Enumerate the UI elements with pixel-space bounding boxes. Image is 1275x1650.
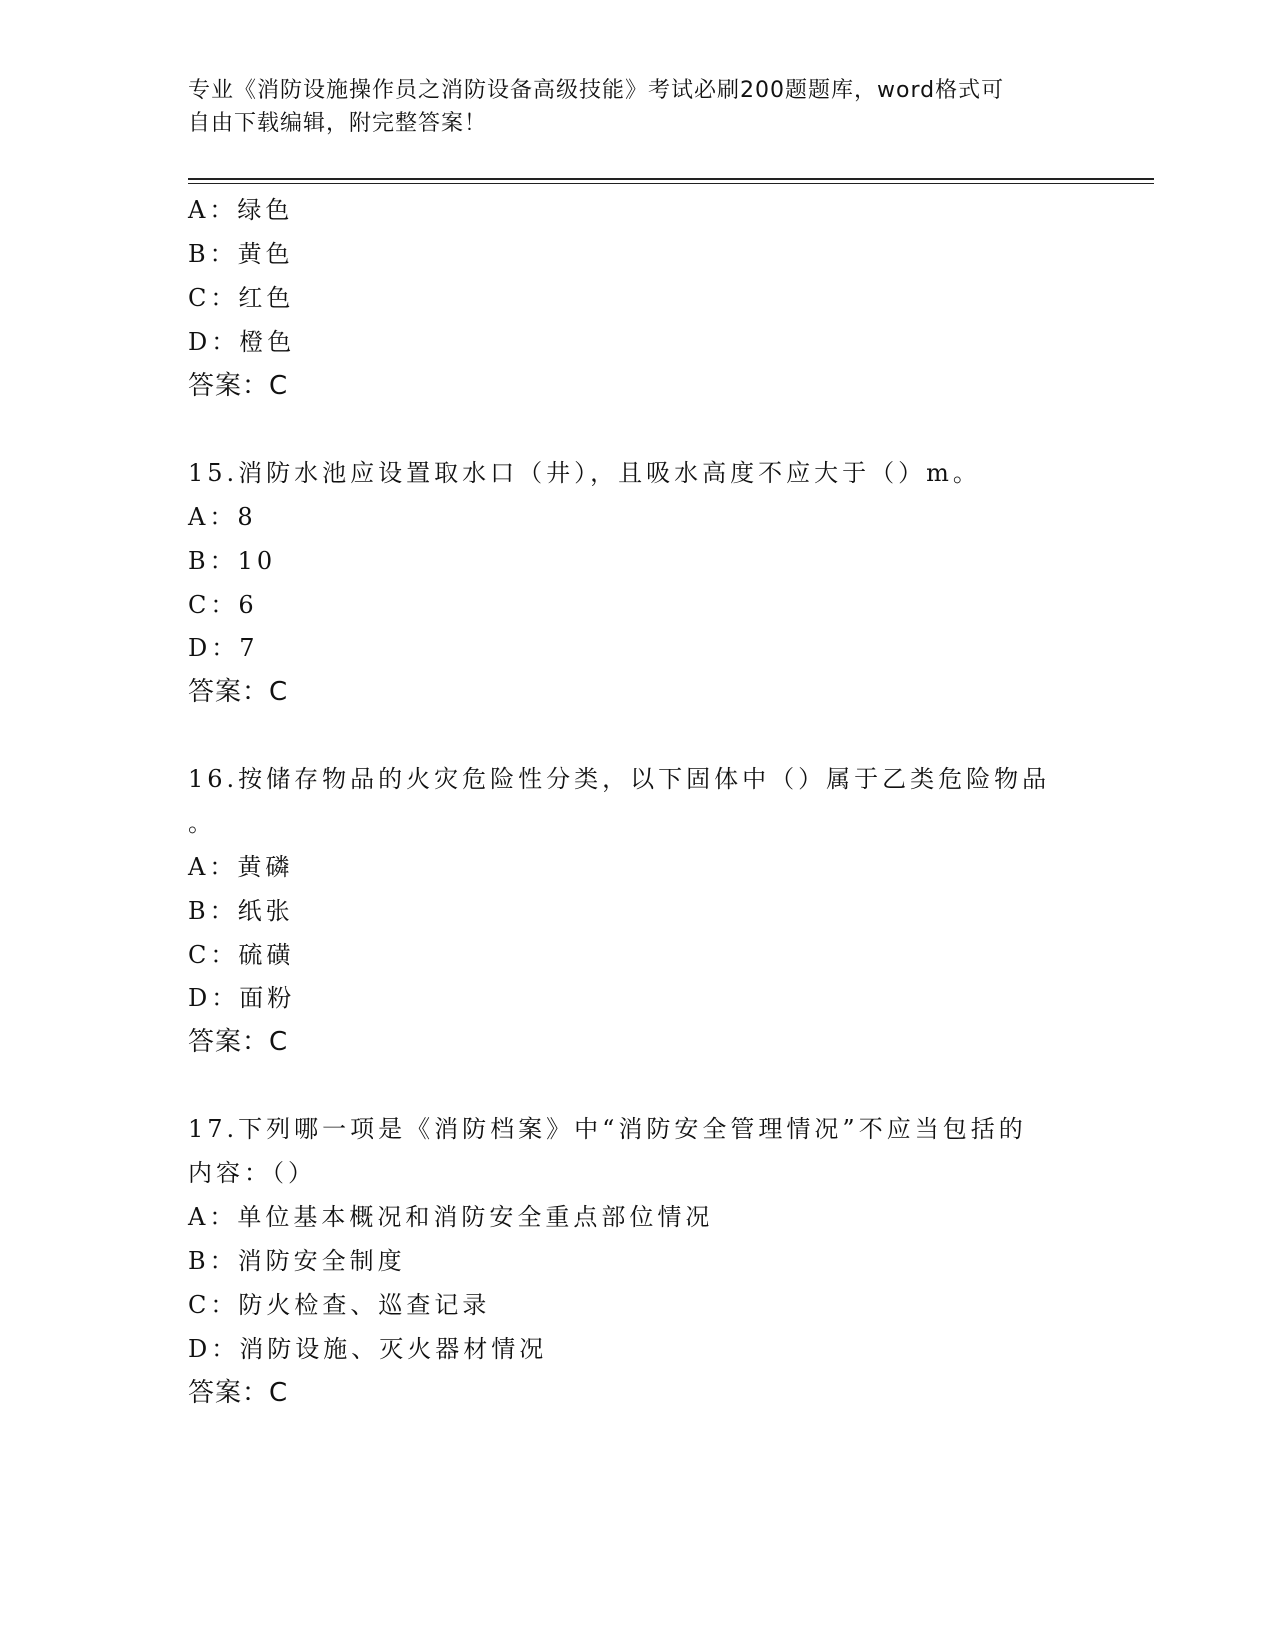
document-header [188, 74, 1078, 140]
q17-stem-line-1: 17.下列哪一项是《消防档案》中“消防安全管理情况”不应当包括的 [188, 1115, 1027, 1143]
q16-option-c: C：硫磺 [188, 941, 295, 969]
q16-option-a: A：黄磷 [188, 853, 294, 881]
q15-answer: 答案：C [188, 677, 289, 707]
q14-option-a: A：绿色 [188, 196, 294, 224]
header-rule-thin [188, 183, 1154, 184]
q17-option-a: A：单位基本概况和消防安全重点部位情况 [188, 1203, 714, 1231]
q15-option-a: A：8 [188, 503, 257, 531]
q17-stem-line-2: 内容：（） [188, 1159, 316, 1187]
q16-option-b: B：纸张 [188, 897, 294, 925]
q14-answer: 答案：C [188, 371, 289, 401]
q14-option-d: D：橙色 [188, 328, 296, 356]
q14-option-b: B：黄色 [188, 240, 294, 268]
q17-option-c: C：防火检查、巡查记录 [188, 1291, 491, 1319]
q17-option-d: D：消防设施、灭火器材情况 [188, 1335, 548, 1363]
q17-answer: 答案：C [188, 1378, 289, 1408]
header-line-2: 自由下载编辑，附完整答案！ [188, 111, 488, 136]
q16-answer: 答案：C [188, 1027, 289, 1057]
q14-option-c: C：红色 [188, 284, 295, 312]
q16-stem-line-2: 。 [188, 809, 216, 837]
q17-option-b: B：消防安全制度 [188, 1247, 406, 1275]
q16-option-d: D：面粉 [188, 984, 296, 1012]
q15-option-b: B：10 [188, 547, 277, 575]
header-line-1: 专业《消防设施操作员之消防设备高级技能》考试必刷200题题库，word格式可 [188, 78, 1005, 103]
q15-option-c: C：6 [188, 591, 258, 619]
q16-stem-line-1: 16.按储存物品的火灾危险性分类，以下固体中（）属于乙类危险物品 [188, 765, 1051, 793]
header-rule-thick [188, 178, 1154, 180]
q15-option-d: D：7 [188, 634, 259, 662]
q15-stem: 15.消防水池应设置取水口（井），且吸水高度不应大于（）m。 [188, 459, 981, 487]
